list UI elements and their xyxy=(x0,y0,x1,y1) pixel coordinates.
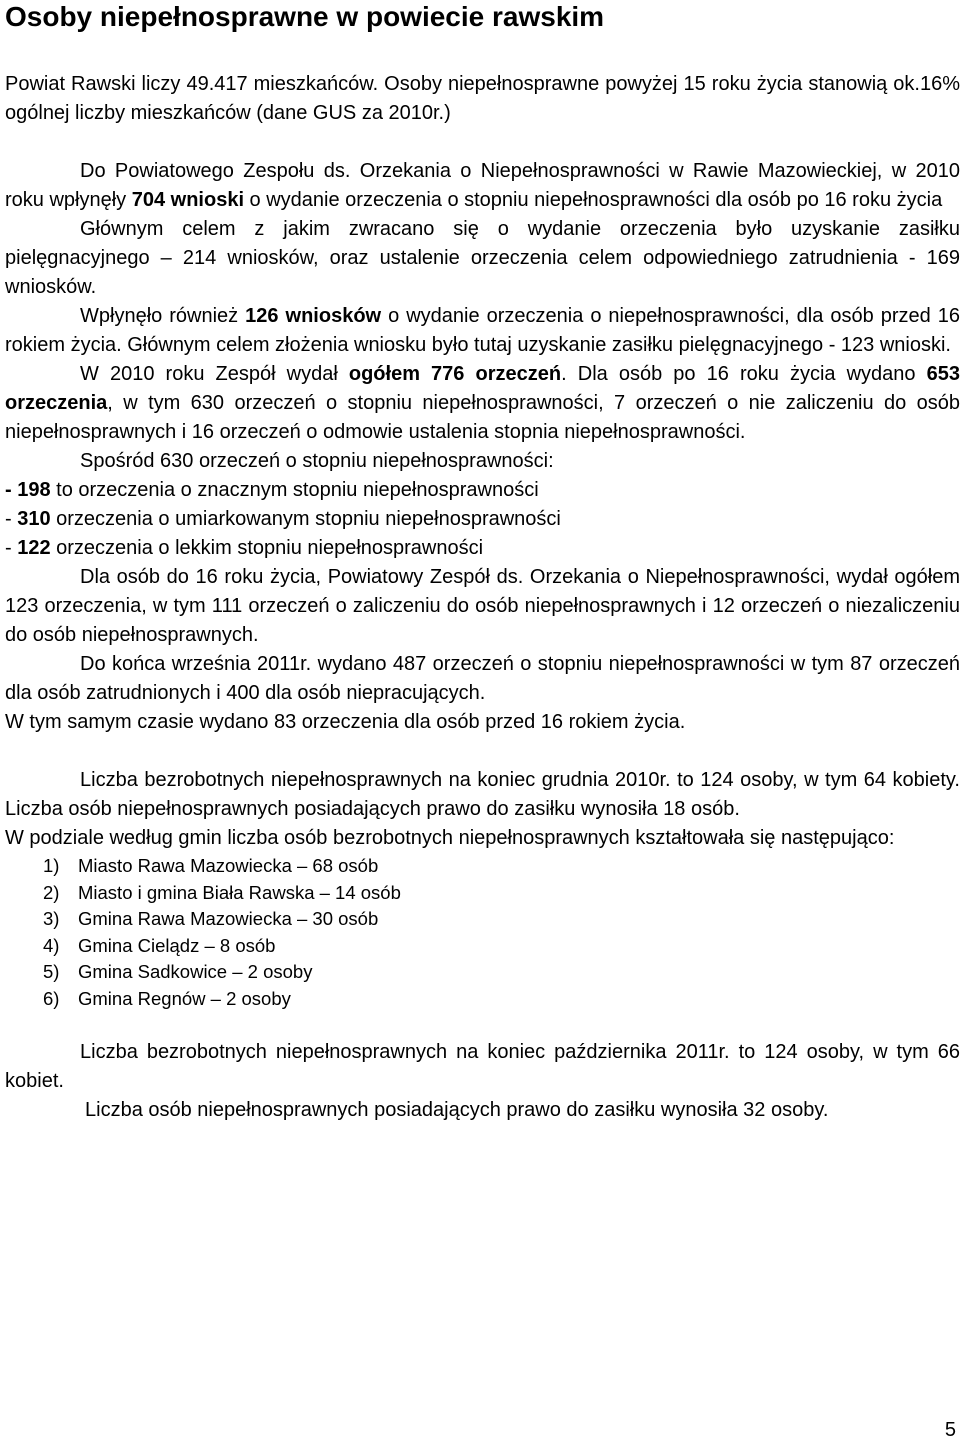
gmina-text: Miasto Rawa Mazowiecka – 68 osób xyxy=(78,855,379,876)
wnioski-count: 704 wnioski xyxy=(131,189,244,211)
gmina-text: Gmina Cielądz – 8 osób xyxy=(78,934,276,956)
bezrobotni-paragraph-3: Liczba bezrobotnych niepełnosprawnych na koniec października 2011r. to 124 osoby, w tym 66 kobiet. xyxy=(5,1041,960,1092)
zespol-paragraph-5: Spośród 630 orzeczeń o stopniu niepełnosprawności: xyxy=(80,450,554,472)
gmina-number: 5) xyxy=(43,961,60,982)
gmina-text: Gmina Rawa Mazowiecka – 30 osób xyxy=(78,908,379,929)
gmina-item xyxy=(5,933,960,960)
gmina-item xyxy=(5,959,960,986)
bezrobotni-paragraph-2: W podziale według gmin liczba osób bezrobotnych niepełnosprawnych kształtowała się następująco: xyxy=(5,827,895,849)
bezrobotni-paragraph-4: Liczba osób niepełnosprawnych posiadających prawo do zasiłku wynosiła 32 osoby. xyxy=(85,1099,829,1121)
gmina-number: 6) xyxy=(43,987,60,1009)
stopien-count: 198 xyxy=(17,479,51,501)
intro-paragraph: Powiat Rawski liczy 49.417 mieszkańców. Osoby niepełnosprawne powyżej 15 roku życia stanowią ok.16% ogólnej liczby mieszkańców (dane GUS za 2010r.) xyxy=(5,73,960,124)
zespol-paragraph-7: Do końca września 2011r. wydano 487 orzeczeń o stopniu niepełnosprawności w tym 87 orzeczeń dla osób zatrudnionych i 400 dla osób niepracujących. xyxy=(5,653,960,704)
gmina-number: 3) xyxy=(43,908,60,929)
gmina-number: 4) xyxy=(43,934,60,956)
gmina-item xyxy=(5,880,960,907)
gmina-number: 1) xyxy=(43,855,60,876)
zespol-paragraph-8: W tym samym czasie wydano 83 orzeczenia dla osób przed 16 rokiem życia. xyxy=(5,711,686,733)
gmina-item xyxy=(5,906,960,933)
stopien-count: 310 xyxy=(17,508,51,530)
gmina-item xyxy=(5,986,960,1013)
stopien-count: 122 xyxy=(17,537,51,559)
bezrobotni-paragraph-1: Liczba bezrobotnych niepełnosprawnych na koniec grudnia 2010r. to 124 osoby, w tym 64 kobiety. Liczba osób niepełnosprawnych posiadających prawo do zasiłku wynosiła 18 osób. xyxy=(5,769,960,820)
gmina-text: Gmina Sadkowice – 2 osoby xyxy=(78,961,313,982)
zespol-paragraph-1: Do Powiatowego Zespołu ds. Orzekania o Niepełnosprawności w Rawie Mazowieckiej, w 2010 roku wpłynęły 704 wnioski o wydanie orzeczenia o stopniu niepełnosprawności dla osób po 16 roku życia xyxy=(5,160,960,211)
stopien-item: - 310 orzeczenia o umiarkowanym stopniu niepełnosprawności xyxy=(5,508,561,530)
page-number: 5 xyxy=(944,1419,956,1441)
gmina-text: Miasto i gmina Biała Rawska – 14 osób xyxy=(78,881,401,903)
stopien-item: - 122 orzeczenia o lekkim stopniu niepełnosprawności xyxy=(5,537,484,559)
gmina-item xyxy=(5,853,960,880)
gmina-text: Gmina Regnów – 2 osoby xyxy=(78,987,291,1009)
document-body xyxy=(5,70,960,1125)
page-title: Osoby niepełnosprawne w powiecie rawskim xyxy=(5,1,605,32)
orzeczenia-total: ogółem 776 orzeczeń xyxy=(348,363,562,385)
gminy-list xyxy=(5,853,960,1012)
gmina-number: 2) xyxy=(43,881,60,903)
zespol-paragraph-3: Wpłynęło również 126 wniosków o wydanie orzeczenia o niepełnosprawności, dla osób przed 16 rokiem życia. Głównym celem złożenia wniosku było tutaj uzyskanie zasiłku pielęgnacyjnego - 123 wnioski. xyxy=(5,305,960,356)
wnioski-children-count: 126 wniosków xyxy=(245,305,382,327)
stopnie-list xyxy=(5,476,960,563)
stopien-item: - 198 to orzeczenia o znacznym stopniu niepełnosprawności xyxy=(5,479,539,501)
zespol-paragraph-2: Głównym celem z jakim zwracano się o wydanie orzeczenia było uzyskanie zasiłku pielęgnacyjnego – 214 wniosków, oraz ustalenie orzeczenia celem odpowiedniego zatrudnienia - 169 wniosków. xyxy=(5,218,960,298)
zespol-paragraph-4: W 2010 roku Zespół wydał ogółem 776 orzeczeń. Dla osób po 16 roku życia wydano 653 orzeczenia, w tym 630 orzeczeń o stopniu niepełnosprawności, 7 orzeczeń o nie zaliczeniu do osób niepełnosprawnych i 16 orzeczeń o odmowie ustalenia stopnia niepełnosprawności. xyxy=(5,363,960,443)
zespol-paragraph-6: Dla osób do 16 roku życia, Powiatowy Zespół ds. Orzekania o Niepełnosprawności, wydał ogółem 123 orzeczenia, w tym 111 orzeczeń o zaliczeniu do osób niepełnosprawnych i 12 orzeczeń o niezaliczeniu do osób niepełnosprawnych. xyxy=(5,566,960,646)
orzeczenia-adults: 653 orzeczenia xyxy=(5,363,960,414)
